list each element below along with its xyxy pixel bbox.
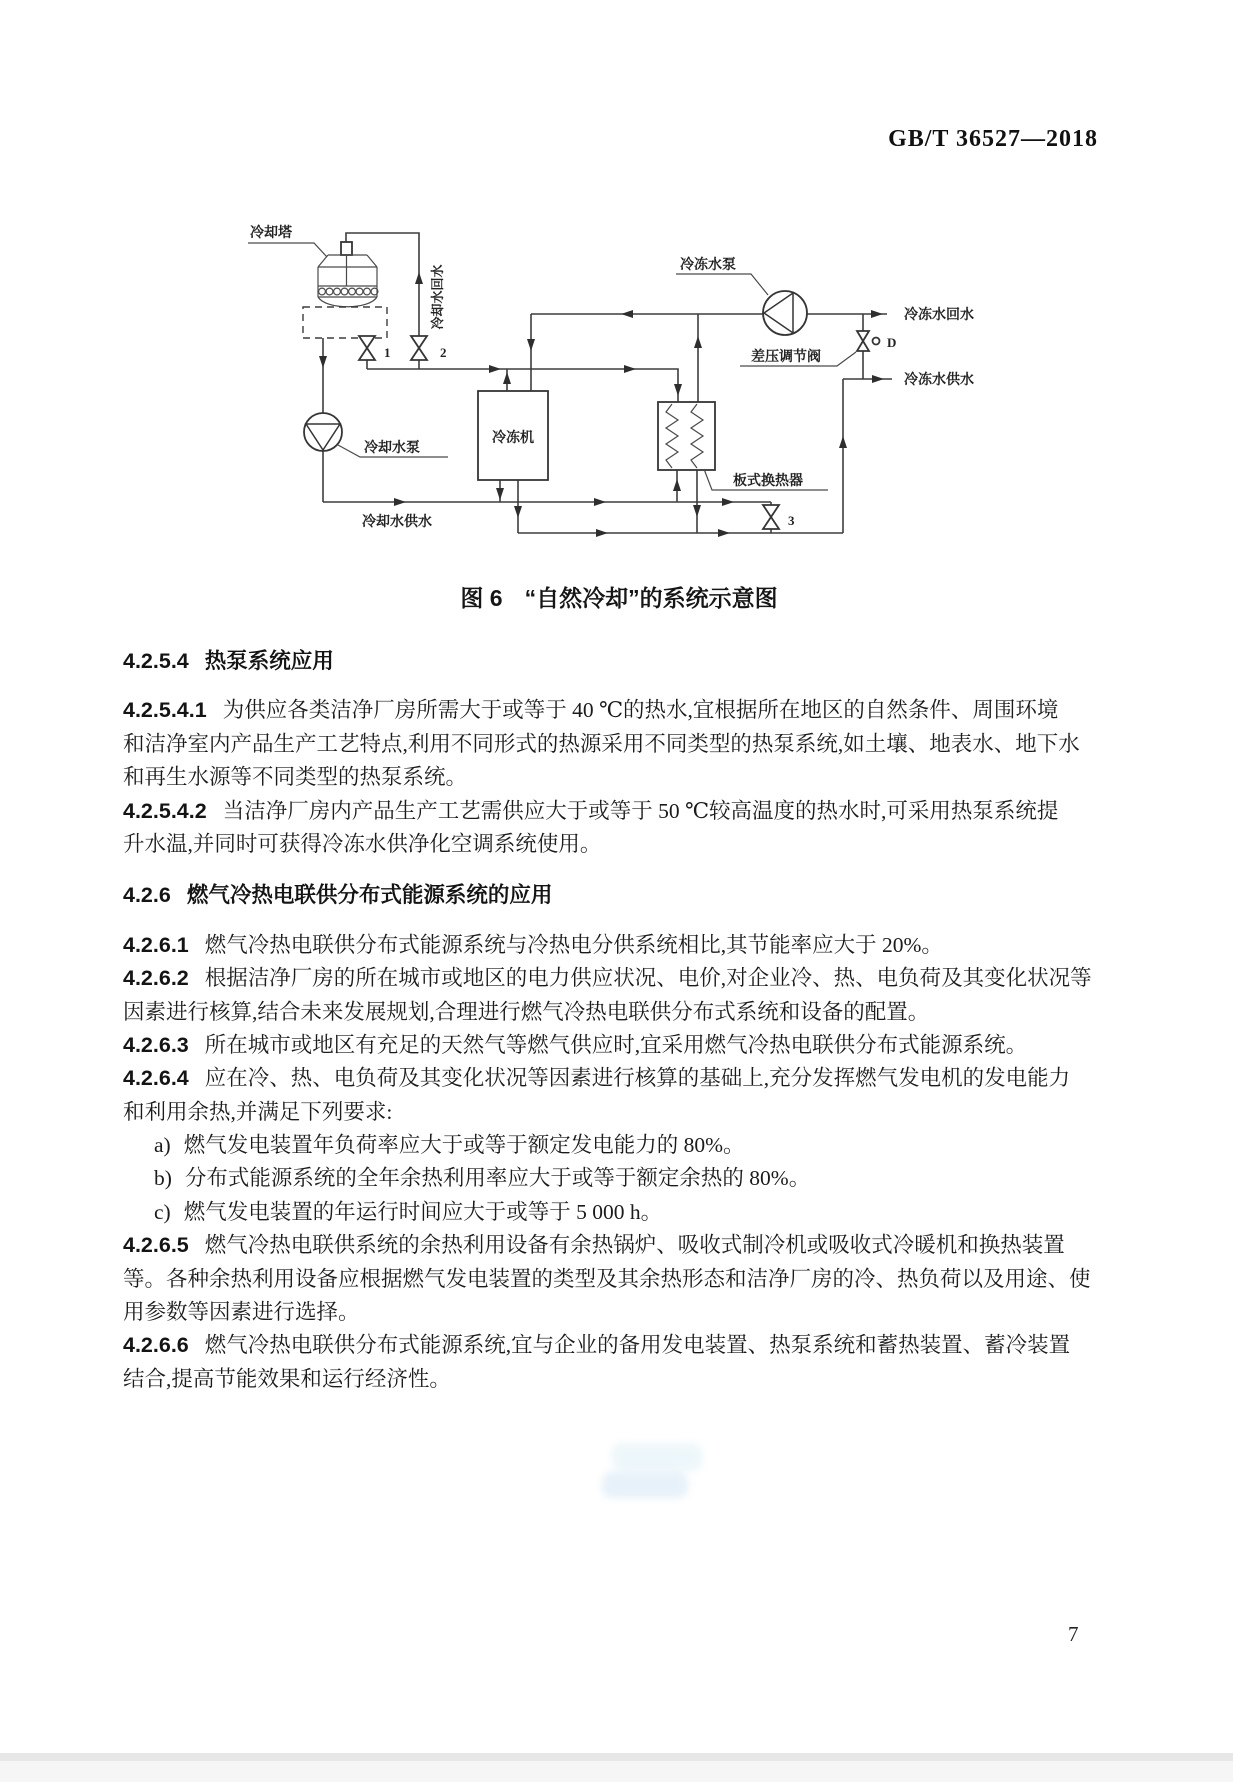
clause-text: 因素进行核算,结合未来发展规划,合理进行燃气冷热电联供分布式系统和设备的配置。 <box>123 999 930 1024</box>
cooling-tower-symbol <box>303 242 387 338</box>
clause-number: 4.2.5.4 <box>123 649 189 673</box>
clause-text: 用参数等因素进行选择。 <box>123 1300 360 1325</box>
pipe-lines <box>323 233 892 533</box>
clause-number: 4.2.6.5 <box>123 1233 189 1258</box>
clause-number: 4.2.5.4.2 <box>123 798 207 823</box>
figure-caption <box>123 580 1115 613</box>
figure-6-system-diagram <box>200 185 1040 575</box>
clause-line <box>123 761 1123 794</box>
clause-title: 燃气冷热电联供分布式能源系统的应用 <box>186 883 553 908</box>
clause-number: 4.2.6.1 <box>123 932 189 957</box>
clause-line <box>123 694 1123 727</box>
list-item <box>123 1162 1123 1195</box>
chiller-label: 冷冻机 <box>492 431 534 446</box>
page-number: 7 <box>1068 1622 1079 1646</box>
clause-text: 和利用余热,并满足下列要求: <box>123 1099 393 1124</box>
list-item-text: 分布式能源系统的全年余热利用率应大于或等于额定余热的 80%。 <box>184 1166 811 1191</box>
clause-number: 4.2.6.2 <box>123 966 189 991</box>
clause-text: 为供应各类洁净厂房所需大于或等于 40 ℃的热水,宜根据所在地区的自然条件、周围环境 <box>222 698 1059 723</box>
diff-pressure-valve-label: 差压调节阀 <box>751 350 821 365</box>
watermark-smudge <box>602 1472 688 1498</box>
clause-text: 根据洁净厂房的所在城市或地区的电力供应状况、电价,对企业冷、热、电负荷及其变化状况等 <box>204 966 1092 991</box>
clause-line <box>123 996 1123 1029</box>
valve-3-icon <box>763 505 779 529</box>
clause-text: 和再生水源等不同类型的热泵系统。 <box>123 765 468 790</box>
label-leader-lines <box>248 243 856 490</box>
clause-title: 热泵系统应用 <box>204 649 334 673</box>
clause-number: 4.2.6.6 <box>123 1333 189 1358</box>
scan-edge-shadow <box>0 1753 1233 1761</box>
clause-line <box>123 795 1123 828</box>
list-item <box>123 1129 1123 1162</box>
watermark-smudge <box>612 1443 702 1471</box>
natural-cooling-schematic <box>200 185 1040 575</box>
clause-text: 升水温,并同时可获得冷冻水供净化空调系统使用。 <box>123 831 602 856</box>
clause-line <box>123 1229 1123 1262</box>
valve-2-icon <box>411 336 427 360</box>
clause-heading <box>123 879 1123 912</box>
cooling-water-pump-label: 冷却水泵 <box>364 441 420 456</box>
clause-line <box>123 1263 1123 1296</box>
clause-text: 应在冷、热、电负荷及其变化状况等因素进行核算的基础上,充分发挥燃气发电机的发电能力 <box>204 1066 1071 1091</box>
valve-d-icon <box>857 331 869 351</box>
clause-line <box>123 962 1123 995</box>
list-item-marker: c) <box>154 1199 171 1224</box>
clause-line <box>123 929 1123 962</box>
clause-line <box>123 1029 1123 1062</box>
valve-d-actuator-icon <box>873 338 880 345</box>
clause-text: 燃气冷热电联供系统的余热利用设备有余热锅炉、吸收式制冷机或吸收式冷暖机和换热装置 <box>204 1233 1065 1258</box>
clause-text: 燃气冷热电联供分布式能源系统与冷热电分供系统相比,其节能率应大于 20%。 <box>204 932 943 957</box>
valve-1-label: 1 <box>384 345 391 360</box>
figure-caption-label: 图 6 <box>460 585 503 611</box>
valve-1-icon <box>359 336 375 360</box>
list-item-text: 燃气发电装置年负荷率应大于或等于额定发电能力的 80%。 <box>183 1133 745 1158</box>
cooling-water-supply-label: 冷却水供水 <box>362 515 432 530</box>
clause-text: 所在城市或地区有充足的天然气等燃气供应时,宜采用燃气冷热电联供分布式能源系统。 <box>204 1032 1028 1057</box>
clause-text: 燃气冷热电联供分布式能源系统,宜与企业的备用发电装置、热泵系统和蓄热装置、蓄冷装置 <box>204 1333 1071 1358</box>
list-item-marker: a) <box>154 1133 171 1158</box>
scan-edge-shadow <box>0 1761 1233 1782</box>
clause-line <box>123 728 1123 761</box>
valve-d-label: D <box>887 335 897 350</box>
list-item-text: 燃气发电装置的年运行时间应大于或等于 5 000 h。 <box>183 1199 663 1224</box>
plate-heat-exchanger-symbol <box>658 402 715 470</box>
clause-line <box>123 1363 1123 1396</box>
list-item <box>123 1196 1123 1229</box>
body-text <box>123 645 1123 1396</box>
valve-3-label: 3 <box>788 513 795 528</box>
clause-number: 4.2.6.4 <box>123 1066 189 1091</box>
clause-line <box>123 1062 1123 1095</box>
chilled-water-pump-label: 冷冻水泵 <box>680 258 736 273</box>
tower-basin-dashed-box <box>303 307 387 338</box>
cooling-tower-label: 冷却塔 <box>250 226 292 241</box>
clause-line <box>123 828 1123 861</box>
tower-fill-circles <box>319 288 378 295</box>
chiller-symbol <box>478 391 548 480</box>
standard-number-header: GB/T 36527—2018 <box>888 126 1098 152</box>
plate-heat-exchanger-label: 板式换热器 <box>733 474 803 489</box>
clause-text: 结合,提高节能效果和运行经济性。 <box>123 1366 451 1391</box>
list-item-marker: b) <box>154 1166 172 1191</box>
chilled-water-supply-label: 冷冻水供水 <box>904 373 974 388</box>
cooling-water-pump-symbol <box>304 413 342 451</box>
clause-number: 4.2.5.4.1 <box>123 698 207 723</box>
clause-number: 4.2.6.3 <box>123 1032 189 1057</box>
clause-heading <box>123 645 1123 678</box>
clause-text: 和洁净室内产品生产工艺特点,利用不同形式的热源采用不同类型的热泵系统,如土壤、地表水、地下水 <box>123 731 1080 756</box>
chilled-water-pump-symbol <box>763 291 807 335</box>
figure-caption-title: “自然冷却”的系统示意图 <box>524 585 778 611</box>
clause-text: 当洁净厂房内产品生产工艺需供应大于或等于 50 ℃较高温度的热水时,可采用热泵系统提 <box>222 798 1059 823</box>
valve-2-label: 2 <box>440 345 447 360</box>
clause-number: 4.2.6 <box>123 883 171 908</box>
chilled-water-return-label: 冷冻水回水 <box>904 308 974 323</box>
clause-line <box>123 1096 1123 1129</box>
clause-line <box>123 1329 1123 1362</box>
cooling-water-return-vertical-label: 冷却水回水 <box>430 264 445 330</box>
clause-line <box>123 1296 1123 1329</box>
clause-text: 等。各种余热利用设备应根据燃气发电装置的类型及其余热形态和洁净厂房的冷、热负荷以及用途、使 <box>123 1266 1091 1291</box>
